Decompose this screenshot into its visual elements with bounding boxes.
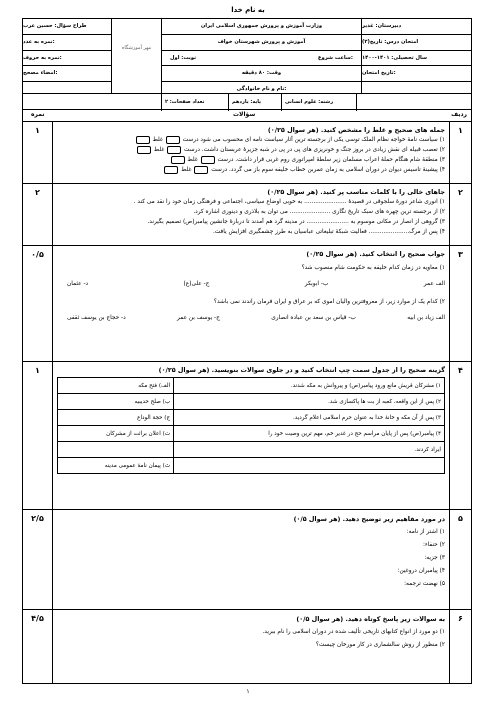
true-checkbox[interactable] [201, 156, 215, 164]
fill-blank-item: ۳) گروهی از انصار در مکانی موسوم به ....................... در مدینه گرد هم آمدند تا دربارهٔ جانشین پیامبر(ص) تصمیم بگیرند. [147, 219, 445, 225]
tf-item: ۱) سیاست نامهٔ خواجه نظام الملک توسی یکی از برجسته ترین آثار سیاست نامه ای محسوب می شود درست غلط [57, 135, 445, 145]
tf-item: ۲) تعصب قبیله ای نقش زیادی در بروز جنگ و خونریزی های پی در پی در شبه جزیرهٔ عربستان داشت. درست غلط [57, 145, 445, 155]
false-checkbox[interactable] [171, 156, 185, 164]
question-designer: طراح سؤال: حسین عرب [23, 19, 111, 35]
table-row [58, 378, 445, 394]
question-title: جواب صحیح را انتخاب کنید. (هر سوال ۰/۲۵) [306, 250, 445, 258]
question-score: ۲ [23, 184, 53, 245]
column-questions: سؤالات [233, 111, 256, 118]
corrector-signature-field[interactable]: امضاء مصحح: [23, 66, 111, 82]
short-answer-item: ۱) دو مورد از انواع کتابهای تاریخی تألیف شده در دوران اسلامی را نام ببرید. [262, 629, 445, 635]
question-number: ۴ [449, 362, 471, 509]
score-number-field[interactable]: نمره به عدد: [23, 35, 111, 51]
matching-question: ایراد کردند. [174, 442, 445, 458]
question-title: جاهای خالی را با کلمات مناسب پر کنید. (هر سوال ۰/۲۵) [267, 188, 445, 196]
question-3 [22, 246, 472, 362]
matching-answer: ت) اعلان برائت از مشرکان [58, 426, 174, 442]
matching-question: ۳) پس از آن مکه و خانهٔ خدا به عنوان حرم اسلامی اعلام گردید. [174, 410, 445, 426]
question-5 [22, 510, 472, 610]
fill-blank-item: ۴) پس از مرگ...................... فعالیت شبکهٔ تبلیغاتی عباسیان به طرز چشمگیری افزایش یافت. [212, 229, 445, 235]
score-letters-field[interactable]: نمره به حروف: [23, 51, 111, 67]
question-number: ۲ [449, 184, 471, 245]
page-count: تعداد صفحات: ۲ [161, 94, 228, 111]
question-number: ۵ [449, 510, 471, 609]
question-score: ۱ [23, 362, 53, 509]
page-number: ۱ [246, 688, 250, 695]
mc-option[interactable]: د- حجاج بن یوسف ثقفی [67, 315, 126, 321]
true-checkbox[interactable] [166, 136, 180, 144]
table-row [58, 410, 445, 426]
grade-level: پایه: یازدهم [228, 94, 281, 111]
true-checkbox[interactable] [167, 146, 181, 154]
mc-option[interactable]: د- عثمان [67, 281, 89, 287]
table-row [58, 442, 445, 458]
column-score: نمره [31, 111, 45, 118]
fill-blank-item: ۲) از برجسته ترین چهره های سبک تاریخ نگاری ...................... می توان به بلاذری و دینوری اشاره کرد. [193, 209, 445, 215]
table-row [58, 458, 445, 474]
tf-item: ۴) پیشینهٔ تاسیس دیوان در دوران اسلامی به زمان عمربن خطاب خلیفه سوم باز می گردد. درست غلط [57, 165, 445, 175]
question-title: گزینه صحیح را از جدول سمت چپ انتخاب کنید و در جلوی سوالات بنویسید. (هر سوال ۰/۲۵) [158, 366, 445, 374]
exam-date: تاریخ امتحان: [362, 66, 471, 82]
column-row: ردیف [451, 111, 467, 118]
matching-question [174, 458, 445, 474]
mc-option[interactable]: الف زیاد بن ابیه [407, 315, 445, 321]
question-number: ۱ [449, 122, 471, 183]
column-header [22, 110, 472, 122]
mc-question: ۲) کدام یک از موارد زیر، از معروفترین والیان اموی که بر عراق و ایران فرمان راندند نمی باشد؟ [213, 299, 445, 305]
matching-question: ۴) پیامبر(ص) پس از پایان مراسم حج در غدیر خم، مهم ترین وصیت خود را [174, 426, 445, 442]
ministry-name: وزارت آموزش و پرورش جمهوری اسلامی ایران [162, 19, 361, 35]
question-2 [22, 184, 472, 246]
matching-table [57, 377, 445, 474]
question-4 [22, 362, 472, 510]
question-number: ۶ [449, 610, 471, 683]
mc-option[interactable]: الف عمر [423, 281, 445, 287]
basmala: به نام خدا [231, 6, 265, 14]
question-title: به سوالات زیر پاسخ کوتاه دهید. (هر سوال ۰/۵) [296, 615, 445, 623]
definition-item: ۵) نهضت ترجمه: [404, 581, 445, 587]
mc-question: ۱) معاویه در زمان کدام خلیفه به حکومت شام منصوب شد؟ [301, 265, 445, 271]
field-of-study: رشته: علوم انسانی [281, 94, 356, 111]
matching-question: ۱) مشرکان قریش مانع ورود پیامبر(ص) و پیروانش به مکه شدند. [174, 378, 445, 394]
question-6 [22, 610, 472, 684]
matching-answer [58, 442, 174, 458]
fill-blank-item: ۱) انوری شاعر دورهٔ سلجوقی در قصیدهٔ ....................... به خوبی اوضاع سیاسی، اجتماعی و فرهنگی زمان خود را نقد می کند . [133, 199, 445, 205]
school-seal: مهر آموزشگاه [121, 45, 152, 51]
question-title: در مورد مفاهیم زیر توضیح دهید. (هر سوال ۰/۵) [293, 515, 445, 523]
question-title: جمله های صحیح و غلط را مشخص کنید. (هر سوال ۰/۲۵) [267, 126, 445, 134]
header-info-strip [23, 93, 471, 111]
exam-turn: نوبت: اول [170, 54, 197, 61]
school-year: سال تحصیلی: ۱۴۰۱-۱۴۰۰ [362, 51, 471, 67]
definition-item: ۱) اشتر از نامه: [406, 529, 445, 535]
start-time: ساعت شروع: [317, 54, 353, 61]
question-score: ۱ [23, 122, 53, 183]
matching-answer: ج) حجة الوداع [58, 410, 174, 426]
false-checkbox[interactable] [136, 136, 150, 144]
mc-options [57, 279, 445, 289]
mc-option[interactable]: ج- علی(ع) [183, 281, 210, 287]
student-name-field[interactable]: نام و نام خانوادگی: [236, 86, 287, 93]
matching-answer: ب) صلح حدیبیه [58, 394, 174, 410]
false-checkbox[interactable] [164, 166, 178, 174]
header-left [23, 19, 111, 93]
header-right [361, 19, 471, 93]
table-row [58, 426, 445, 442]
matching-question: ۲) پس از این واقعه، کعبه از بت ها پاکسازی شد. [174, 394, 445, 410]
question-1 [22, 122, 472, 184]
true-checkbox[interactable] [194, 166, 208, 174]
matching-answer: ث) پیمان نامهٔ عمومی مدینه [58, 458, 174, 474]
table-row [58, 394, 445, 410]
short-answer-item: ۲) منظور از روش سالشماری در کار مورخان چیست؟ [315, 642, 445, 648]
tf-item: ۳) منطقهٔ شام هنگام حملهٔ اعراب مسلمان زیر سلطهٔ امپراتوری روم غربی قرار داشت. درست غلط [57, 155, 445, 165]
false-checkbox[interactable] [137, 146, 151, 154]
matching-answer: الف) فتح مکه [58, 378, 174, 394]
question-score: ۲/۵ [23, 510, 53, 609]
definition-item: ۲) حنفاء: [423, 542, 445, 548]
exam-subject: امتحان درس: تاریخ(۲) [362, 35, 471, 51]
mc-option[interactable]: ب- قیاس بن سعد بن عباده انصاری [271, 315, 356, 321]
exam-header [22, 18, 472, 110]
definition-item: ۳) جزیه: [424, 555, 445, 561]
question-number: ۳ [449, 246, 471, 361]
mc-option[interactable]: ب- ابوبکر [304, 281, 329, 287]
mc-options [57, 313, 445, 323]
mc-option[interactable]: ج- یوسف بن عمر [177, 315, 220, 321]
school-seal-box [111, 19, 161, 93]
exam-duration: وقت: ۸۰ دقیقه [162, 66, 361, 82]
question-score: ۰/۵ [23, 246, 53, 361]
school-name: دبیرستان: غدیر [362, 19, 471, 35]
definition-item: ۴) پیامبران دروغین: [397, 568, 445, 574]
office-name: آموزش و پرورش شهرستان خواف [162, 35, 361, 51]
header-middle [161, 19, 361, 93]
question-score: ۴/۵ [23, 610, 53, 683]
